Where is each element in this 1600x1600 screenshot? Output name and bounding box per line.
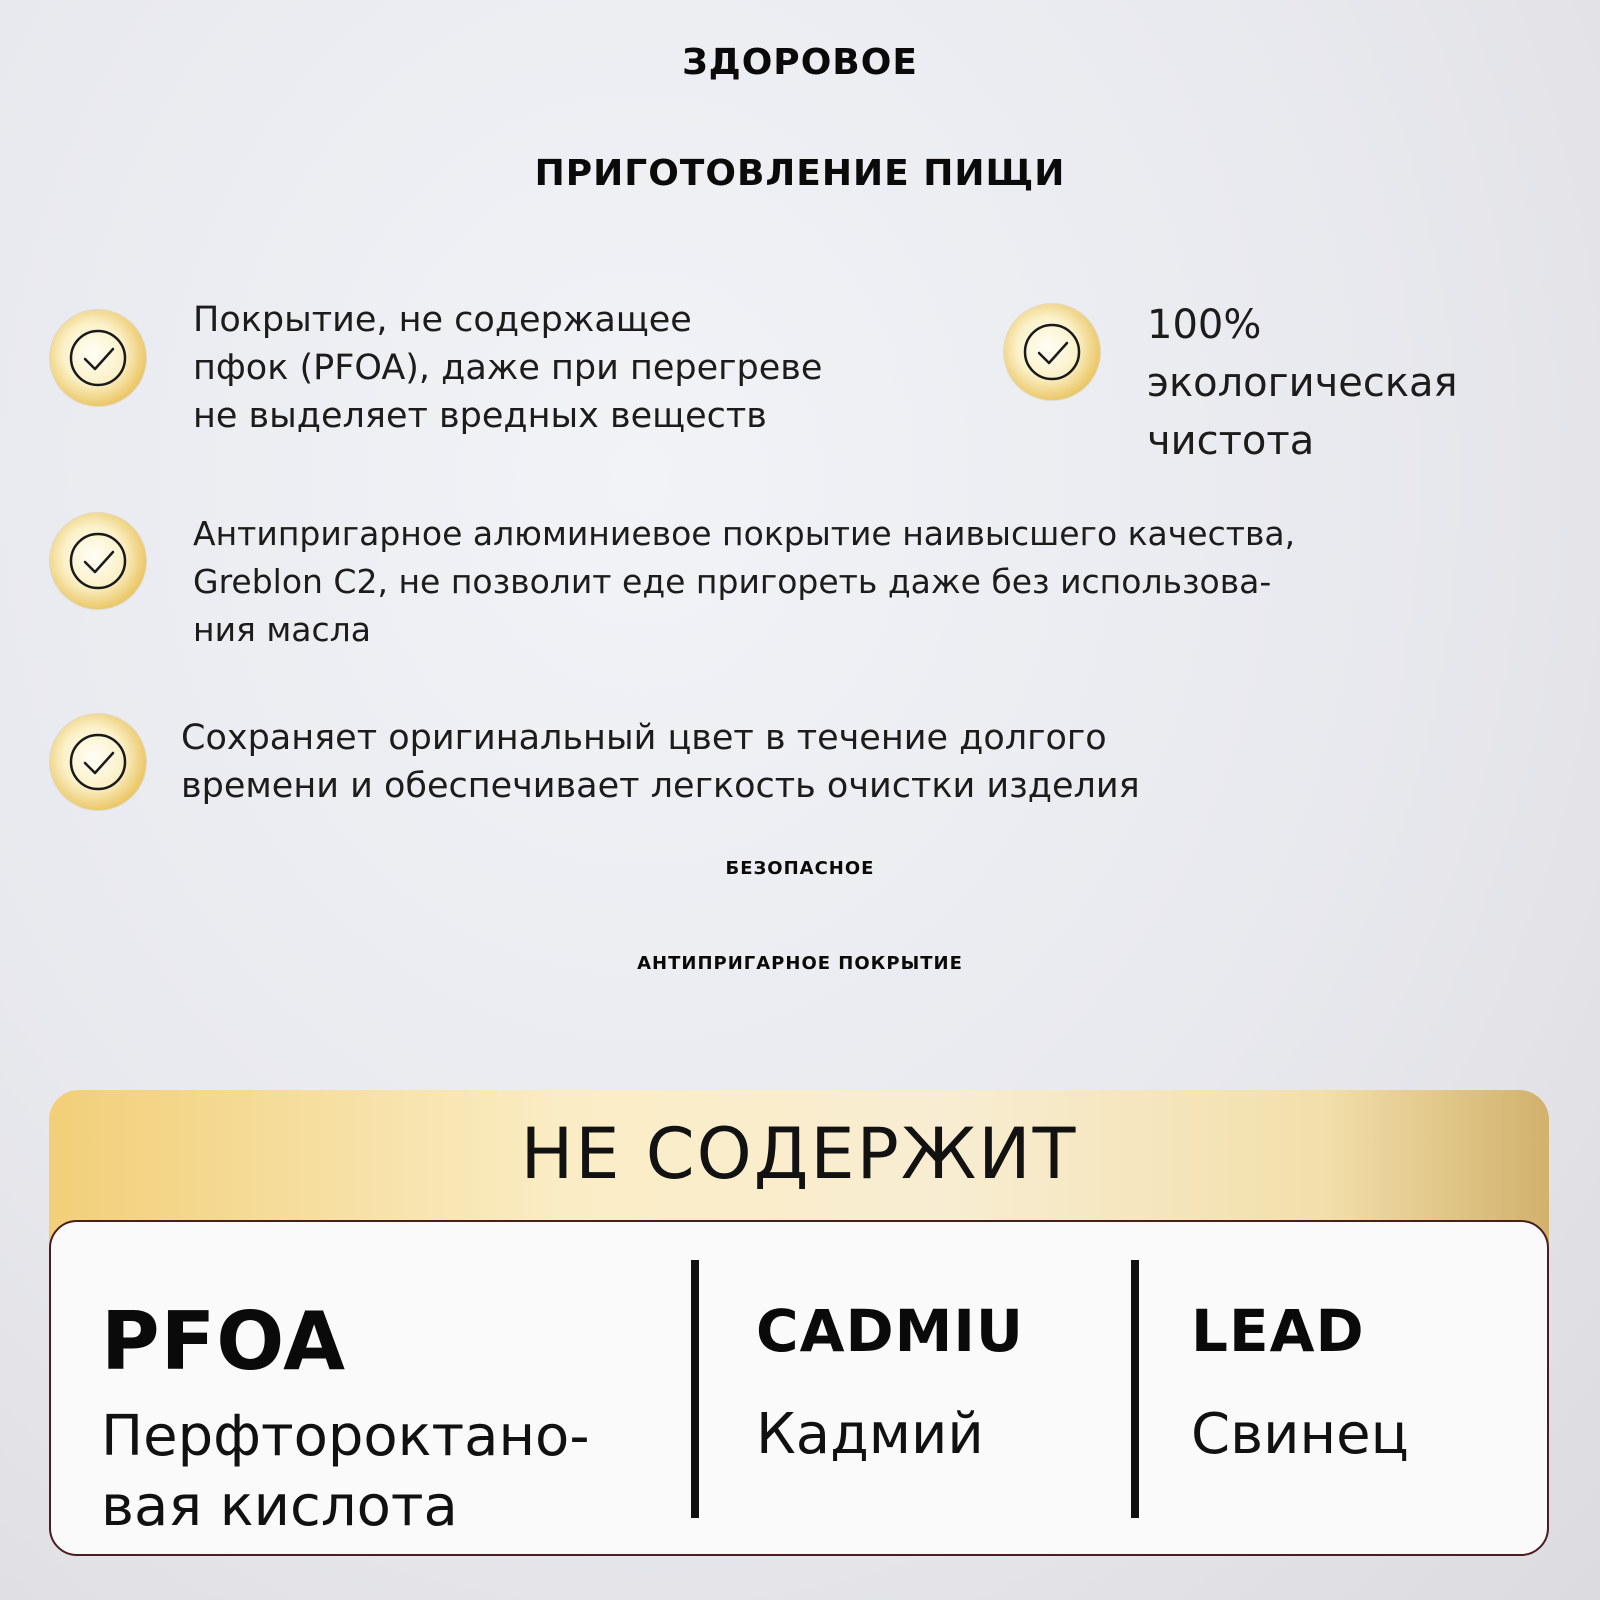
substance-name-cadmium: Кадмий (756, 1402, 984, 1467)
substance-name-pfoa (101, 1402, 661, 1542)
feature-line: не выделяет вредных веществ (193, 396, 767, 436)
feature-line: Greblon C2, не позволит еде пригореть даже без использова- (193, 562, 1272, 601)
heading-healthy-line1: ЗДОРОВОЕ (682, 42, 918, 83)
feature-greblon (193, 510, 1295, 654)
feature-line: времени и обеспечивает легкость очистки изделия (181, 766, 1140, 806)
substance-code-pfoa: PFOA (101, 1295, 347, 1388)
substances-card (49, 1220, 1549, 1556)
feature-line: ния масла (193, 610, 371, 649)
substance-code-lead: LEAD (1191, 1297, 1365, 1365)
check-circle-icon (50, 310, 146, 406)
feature-eco (1147, 296, 1458, 470)
feature-pfoa-free (193, 296, 822, 440)
check-circle-icon (50, 513, 146, 609)
feature-line: 100% (1147, 302, 1262, 348)
heading-healthy-line2: ПРИГОТОВЛЕНИЕ ПИЩИ (534, 153, 1066, 194)
contains-none-panel (49, 1090, 1549, 1556)
heading-safe-line1: БЕЗОПАСНОЕ (725, 858, 875, 879)
divider (1131, 1260, 1139, 1518)
feature-line: чистота (1147, 418, 1315, 464)
feature-color (181, 714, 1140, 810)
feature-line: Антипригарное алюминиевое покрытие наивысшего качества, (193, 514, 1296, 553)
feature-line: Покрытие, не содержащее (193, 300, 692, 340)
substance-code-cadmium: CADMIU (756, 1297, 1024, 1365)
feature-line: пфок (PFOA), даже при перегреве (193, 348, 823, 388)
feature-line: экологическая (1147, 360, 1458, 406)
check-circle-icon (50, 714, 146, 810)
substance-name-lead: Свинец (1191, 1402, 1409, 1467)
substance-name-line: Перфтороктано- (101, 1404, 590, 1469)
divider (691, 1260, 699, 1518)
feature-line: Сохраняет оригинальный цвет в течение долгого (181, 718, 1107, 758)
panel-title: НЕ СОДЕРЖИТ (520, 1113, 1078, 1195)
check-circle-icon (1004, 304, 1100, 400)
heading-safe-line2: АНТИПРИГАРНОЕ ПОКРЫТИЕ (637, 953, 963, 974)
substance-name-line: вая кислота (101, 1474, 458, 1539)
